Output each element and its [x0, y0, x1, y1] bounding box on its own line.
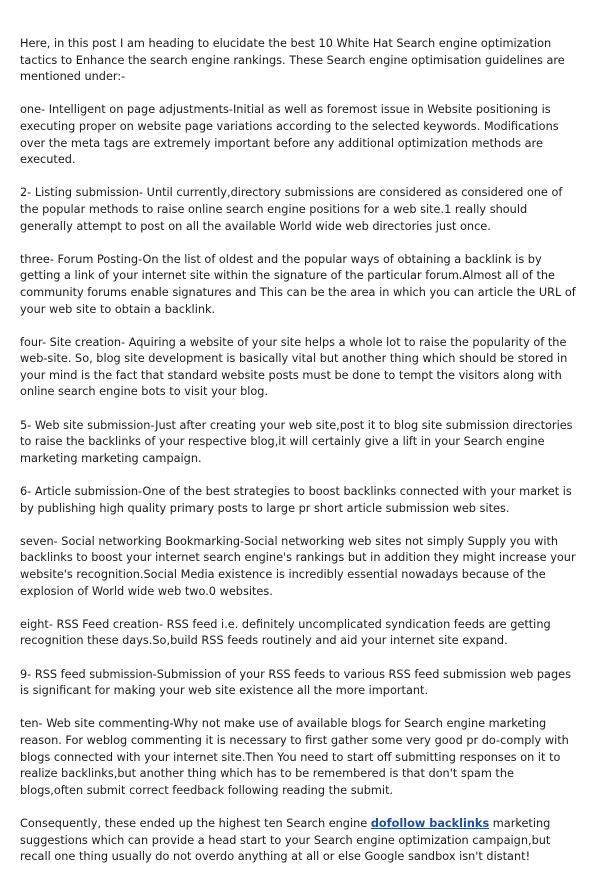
- tip-five-paragraph: 5- Web site submission-Just after creating your web site,post it to blog site submission directories to raise the backlinks of your respective blog,it will certainly give a lift in your Search engine marketing marketing campaign.: [20, 418, 573, 465]
- tip-two-paragraph: 2- Listing submission- Until currently,directory submissions are considered as considered one of the popular methods to raise online search engine positions for a web site.1 really should generally attempt to post on all the available World wide web directories just once.: [20, 186, 563, 233]
- tip-six-paragraph: 6- Article submission-One of the best strategies to boost backlinks connected with your market is by publishing high quality primary posts to large pr short article submission web sites.: [20, 485, 572, 515]
- article-body: [20, 36, 580, 882]
- intro-paragraph: Here, in this post I am heading to elucidate the best 10 White Hat Search engine optimization tactics to Enhance the search engine rankings. These Search engine optimisation guidelines are mentioned under:-: [20, 37, 565, 84]
- closing-text-start: Consequently, these ended up the highest ten Search engine: [20, 816, 371, 830]
- closing-paragraph: [20, 816, 580, 866]
- tip-eight-paragraph: eight- RSS Feed creation- RSS feed i.e. definitely uncomplicated syndication feeds are getting recognition these days.So,build RSS feeds routinely and aid your internet site expand.: [20, 617, 551, 648]
- dofollow-backlinks-link[interactable]: dofollow backlinks: [370, 816, 490, 830]
- tip-seven-paragraph: seven- Social networking Bookmarking-Social networking web sites not simply Supply you with backlinks to boost your internet search engine's rankings but in addition they might increase your website's recognition.Social Media existence is incredibly essential nowadays because of the explosion of World wide web two.0 websites.: [20, 534, 576, 598]
- tip-nine-paragraph: 9- RSS feed submission-Submission of your RSS feeds to various RSS feed submission web pages is significant for making your web site existence all the more important.: [20, 667, 571, 698]
- tip-one-paragraph: one- Intelligent on page adjustments-Initial as well as foremost issue in Website positioning is executing proper on website page variations according to the selected keywords. Modifications over the meta tags are extremely important before any additional optimization methods are executed.: [20, 103, 559, 167]
- tip-three-paragraph: three- Forum Posting-On the list of oldest and the popular ways of obtaining a backlink is by getting a link of your internet site within the signature of the particular forum.Almost all of the community forums enable signatures and This can be the area in which you can article the URL of your web site to obtain a backlink.: [20, 252, 576, 316]
- tip-ten-paragraph: ten- Web site commenting-Why not make use of available blogs for Search engine marketing reason. For weblog commenting it is necessary to first gather some very good pr do-comply with blogs connected with your internet site.Then You need to start off submitting responses on it to realize backlinks,but another thing which has to be remembered is that don't spam the blogs,often submit correct feedback following reading the submit.: [20, 717, 569, 797]
- tip-four-paragraph: four- Site creation- Aquiring a website of your site helps a whole lot to raise the popularity of the web-site. So, blog site development is basically vital but another thing which should be stored in your mind is the fact that standard website posts must be done to tempt the visitors along with online search engine bots to visit your blog.: [20, 335, 568, 399]
- closing-text-end: marketing suggestions which can provide a head start to your Search engine optimization campaign,but recall one thing usually do not overdo anything at all or else Google sandbox isn't distant!: [20, 816, 551, 864]
